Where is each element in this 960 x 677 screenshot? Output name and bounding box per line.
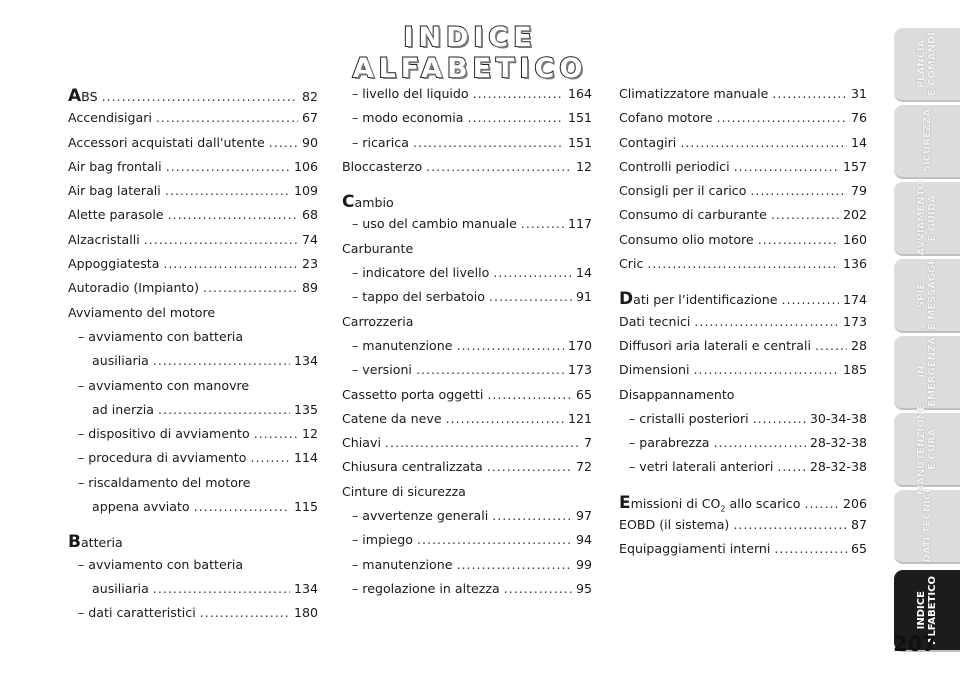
entry-page: 157 <box>842 158 867 174</box>
dot-leader <box>733 517 847 532</box>
dot-leader <box>413 135 564 150</box>
entry-label: Emissioni di $CO_2$ allo scarico <box>619 492 801 514</box>
entry-label: – ricarica <box>352 134 409 150</box>
index-entry <box>68 110 318 134</box>
dot-leader <box>194 499 290 514</box>
dot-leader <box>426 159 572 174</box>
dot-leader <box>815 338 847 353</box>
entry-label: Appoggiatesta <box>68 256 160 272</box>
entry-page: 95 <box>575 580 592 596</box>
section-tab-label: INDICE ALFABETICO <box>916 575 938 645</box>
entry-label: – livello del liquido <box>352 86 469 101</box>
entry-page: 109 <box>293 183 318 199</box>
entry-label: – dispositivo di avviamento <box>78 426 250 442</box>
dot-leader <box>446 411 564 426</box>
entry-page: 74 <box>301 231 318 247</box>
index-entry <box>619 86 867 110</box>
index-entry <box>342 314 592 338</box>
index-entry <box>342 362 592 386</box>
index-entry <box>342 411 592 435</box>
entry-label: ABS <box>68 86 98 106</box>
entry-page: 151 <box>567 134 592 150</box>
index-entry <box>619 232 867 256</box>
entry-page: 121 <box>567 410 592 426</box>
index-entry <box>342 387 592 411</box>
dot-leader <box>489 289 572 304</box>
entry-label: – procedura di avviamento <box>78 450 247 466</box>
section-tab[interactable] <box>894 105 960 179</box>
entry-label: – dati caratteristici <box>78 605 196 621</box>
index-entry <box>68 232 318 256</box>
dot-leader <box>521 216 564 231</box>
index-entry <box>342 508 592 532</box>
entry-label: – avviamento con batteria <box>78 556 244 572</box>
entry-label: Carburante <box>342 240 414 256</box>
dot-leader <box>416 362 564 377</box>
dot-leader <box>774 541 847 556</box>
dot-leader <box>804 496 839 511</box>
dot-leader <box>200 605 290 620</box>
entry-label: Disappannamento <box>619 386 735 402</box>
index-entry <box>342 192 592 216</box>
index-entry <box>68 426 318 450</box>
dot-leader <box>158 402 290 417</box>
index-entry <box>619 493 867 517</box>
section-tab[interactable] <box>894 490 960 564</box>
entry-page: 134 <box>293 353 318 369</box>
entry-page: 170 <box>567 337 592 353</box>
dot-leader <box>163 256 298 271</box>
index-entry <box>68 256 318 280</box>
entry-page: 135 <box>293 401 318 417</box>
dot-leader <box>753 411 806 426</box>
index-entry <box>619 314 867 338</box>
dot-leader <box>102 89 298 104</box>
entry-page: 30-34-38 <box>809 410 867 426</box>
entry-page: 115 <box>293 499 318 515</box>
dot-leader <box>734 159 839 174</box>
index-entry <box>68 353 318 377</box>
dot-leader <box>250 450 290 465</box>
entry-page: 12 <box>575 158 592 174</box>
entry-label: – uso del cambio manuale <box>352 216 517 232</box>
entry-label: – modo economia <box>352 110 464 126</box>
entry-page: 23 <box>301 256 318 272</box>
index-column-3 <box>619 86 867 566</box>
entry-label: Dati per l’identificazione <box>619 289 778 310</box>
entry-label: Air bag frontali <box>68 158 162 174</box>
index-entry <box>342 338 592 362</box>
entry-page: 28-32-38 <box>809 435 867 451</box>
entry-page: 160 <box>842 231 867 247</box>
entry-label: – avvertenze generali <box>352 508 489 524</box>
entry-label: EOBD (il sistema) <box>619 517 730 533</box>
entry-label: Climatizzatore manuale <box>619 86 769 101</box>
dot-leader <box>153 353 290 368</box>
dot-leader <box>156 110 298 125</box>
index-entry <box>68 450 318 474</box>
entry-page: 91 <box>575 289 592 305</box>
dot-leader <box>456 338 563 353</box>
index-entry <box>68 605 318 629</box>
entry-label: Air bag laterali <box>68 183 161 199</box>
initial-capital: C <box>342 192 355 213</box>
entry-label: – vetri laterali anteriori <box>629 459 774 475</box>
index-entry <box>342 581 592 605</box>
index-entry <box>619 517 867 541</box>
index-entry <box>342 459 592 483</box>
entry-label: Cinture di sicurezza <box>342 483 466 499</box>
entry-label: – manutenzione <box>352 337 453 353</box>
dot-leader <box>166 159 290 174</box>
dot-leader <box>714 435 806 450</box>
section-tab-label: PLANCIA E COMANDI <box>916 31 938 97</box>
entry-label: Consumo di carburante <box>619 207 767 223</box>
initial-capital: B <box>68 532 81 553</box>
dot-leader <box>694 314 839 329</box>
dot-leader <box>717 110 847 125</box>
entry-label: Avviamento del motore <box>68 304 216 320</box>
dot-leader <box>487 387 572 402</box>
entry-page: 90 <box>301 134 318 150</box>
entry-label: Batteria <box>68 532 123 553</box>
index-entry <box>619 411 867 435</box>
entry-label: Controlli periodici <box>619 158 730 174</box>
entry-page: 89 <box>301 280 318 296</box>
index-entry <box>68 183 318 207</box>
dot-leader <box>417 532 572 547</box>
section-tab-label: DATI TECNICI <box>921 489 933 563</box>
index-entry <box>342 557 592 581</box>
index-entry <box>342 110 592 134</box>
entry-label: Cassetto porta oggetti <box>342 386 484 402</box>
entry-label: Chiusura centralizzata <box>342 459 483 475</box>
entry-label: Alzacristalli <box>68 231 140 247</box>
entry-label: Carrozzeria <box>342 313 414 329</box>
entry-page: 136 <box>842 256 867 272</box>
section-tab-label: SPIE E MESSAGGI <box>916 260 938 330</box>
index-entry <box>68 557 318 581</box>
entry-label: Alette parasole <box>68 207 164 223</box>
dot-leader <box>144 232 298 247</box>
entry-page: 28-32-38 <box>809 459 867 475</box>
section-tab-label: SICUREZZA <box>921 109 933 173</box>
entry-page: 134 <box>293 580 318 596</box>
index-entry <box>68 280 318 304</box>
entry-page: 7 <box>583 435 592 451</box>
dot-leader <box>168 207 298 222</box>
entry-page: 106 <box>293 158 318 174</box>
dot-leader <box>492 508 572 523</box>
index-entry <box>619 135 867 159</box>
entry-page: 76 <box>850 110 867 126</box>
dot-leader <box>680 135 847 150</box>
entry-label: Cric <box>619 256 644 272</box>
entry-page: 151 <box>567 110 592 126</box>
entry-label: ad inerzia <box>92 401 154 417</box>
index-entry <box>68 86 318 110</box>
entry-label: – impiego <box>352 532 414 548</box>
entry-page: 14 <box>850 134 867 150</box>
index-entry <box>619 541 867 565</box>
entry-label: Bloccasterzo <box>342 158 423 174</box>
index-entry <box>68 135 318 159</box>
dot-leader <box>777 459 805 474</box>
entry-page: 180 <box>293 605 318 621</box>
entry-page: 65 <box>575 386 592 402</box>
dot-leader <box>693 362 839 377</box>
entry-page: 206 <box>842 495 867 511</box>
entry-label: Diffusori aria laterali e centrali <box>619 337 811 353</box>
index-entry <box>68 402 318 426</box>
entry-label: ausiliaria <box>92 353 149 369</box>
dot-leader <box>750 183 847 198</box>
index-entry <box>68 207 318 231</box>
initial-capital: E <box>619 492 631 513</box>
entry-page: 28 <box>850 337 867 353</box>
section-tab[interactable] <box>894 403 960 495</box>
dot-leader <box>487 459 572 474</box>
initial-capital: D <box>619 289 634 310</box>
index-entry <box>68 378 318 402</box>
entry-page: 14 <box>575 265 592 281</box>
entry-label: Cambio <box>342 192 394 213</box>
entry-label: Contagiri <box>619 134 677 150</box>
index-entry <box>342 86 592 110</box>
dot-leader <box>153 581 290 596</box>
entry-label: appena avviato <box>92 499 190 515</box>
entry-label: – cristalli posteriori <box>629 410 749 426</box>
index-entry <box>619 289 867 313</box>
entry-page: 67 <box>301 110 318 126</box>
section-tab[interactable] <box>894 28 960 102</box>
entry-label: Consigli per il carico <box>619 183 747 199</box>
index-column-1 <box>68 86 318 630</box>
index-entry <box>68 329 318 353</box>
entry-label: Cofano motore <box>619 110 713 126</box>
entry-page: 94 <box>575 532 592 548</box>
dot-leader <box>165 183 290 198</box>
index-entry <box>342 159 592 183</box>
entry-page: 164 <box>567 86 592 101</box>
entry-label: – versioni <box>352 362 412 378</box>
entry-page: 72 <box>575 459 592 475</box>
entry-label: Dimensioni <box>619 362 690 378</box>
index-entry <box>619 338 867 362</box>
index-column-2 <box>342 86 592 605</box>
index-entry <box>342 289 592 313</box>
dot-leader <box>647 256 839 271</box>
entry-label: – parabrezza <box>629 435 710 451</box>
index-entry <box>619 362 867 386</box>
entry-label: Accendisigari <box>68 110 152 126</box>
dot-leader <box>456 557 572 572</box>
index-entry <box>342 241 592 265</box>
entry-label: Autoradio (Impianto) <box>68 280 199 296</box>
section-tab[interactable] <box>894 182 960 256</box>
dot-leader <box>493 265 572 280</box>
entry-page: 68 <box>301 207 318 223</box>
entry-label: – regolazione in altezza <box>352 580 500 596</box>
entry-page: 202 <box>842 207 867 223</box>
index-entry <box>68 581 318 605</box>
page-number: 207 <box>893 632 937 656</box>
entry-page: 82 <box>301 89 318 104</box>
entry-page: 87 <box>850 517 867 533</box>
entry-page: 174 <box>842 292 867 308</box>
entry-page: 114 <box>293 450 318 466</box>
entry-label: Accessori acquistati dall'utente <box>68 134 265 150</box>
index-entry <box>68 532 318 556</box>
index-entry <box>619 387 867 411</box>
dot-leader <box>782 292 839 307</box>
entry-label: – avviamento con batteria <box>78 328 244 344</box>
entry-page: 117 <box>567 216 592 232</box>
entry-page: 79 <box>850 183 867 199</box>
dot-leader <box>203 280 298 295</box>
index-entry <box>619 183 867 207</box>
section-tab-label: AVVIAMENTO E GUIDA <box>916 180 938 256</box>
entry-label: – riscaldamento del motore <box>78 474 251 490</box>
dot-leader <box>473 86 564 101</box>
entry-page: 12 <box>301 426 318 442</box>
index-entry <box>342 435 592 459</box>
dot-leader <box>468 110 564 125</box>
index-entry <box>68 475 318 499</box>
index-entry <box>619 110 867 134</box>
dot-leader <box>758 232 839 247</box>
entry-label: ausiliaria <box>92 580 149 596</box>
index-entry <box>68 499 318 523</box>
entry-label: Dati tecnici <box>619 313 691 329</box>
index-entry <box>619 207 867 231</box>
section-tab-label: MANUTENZIONE E CURA <box>916 403 938 495</box>
dot-leader <box>385 435 580 450</box>
index-entry <box>342 532 592 556</box>
index-entry <box>619 459 867 483</box>
entry-page: 99 <box>575 556 592 572</box>
index-entry <box>342 135 592 159</box>
index-entry <box>619 256 867 280</box>
index-entry <box>619 435 867 459</box>
entry-label: – manutenzione <box>352 556 453 572</box>
initial-capital: A <box>68 86 82 106</box>
index-entry <box>619 159 867 183</box>
dot-leader <box>269 135 298 150</box>
index-entry <box>342 484 592 508</box>
entry-page: 173 <box>567 362 592 378</box>
entry-label: Catene da neve <box>342 410 442 426</box>
dot-leader <box>772 86 847 101</box>
entry-label: Chiavi <box>342 435 381 451</box>
section-tabs <box>894 28 960 655</box>
entry-page: 173 <box>842 313 867 329</box>
entry-page: 31 <box>850 86 867 101</box>
section-tab[interactable] <box>894 336 960 410</box>
entry-label: – tappo del serbatoio <box>352 289 485 305</box>
entry-label: Equipaggiamenti interni <box>619 541 771 557</box>
index-entry <box>68 159 318 183</box>
dot-leader <box>504 581 572 596</box>
dot-leader <box>254 426 298 441</box>
entry-page: 185 <box>842 362 867 378</box>
section-tab-label: IN EMERGENZA <box>916 337 938 407</box>
index-entry <box>68 305 318 329</box>
index-entry <box>342 265 592 289</box>
entry-page: 97 <box>575 508 592 524</box>
entry-label: – indicatore del livello <box>352 265 490 281</box>
dot-leader <box>771 207 839 222</box>
entry-label: – avviamento con manovre <box>78 377 250 393</box>
entry-label: Consumo olio motore <box>619 231 754 247</box>
section-tab[interactable] <box>894 259 960 333</box>
entry-page: 65 <box>850 541 867 557</box>
index-entry <box>342 216 592 240</box>
page-title: INDICE ALFABETICO <box>352 22 588 84</box>
